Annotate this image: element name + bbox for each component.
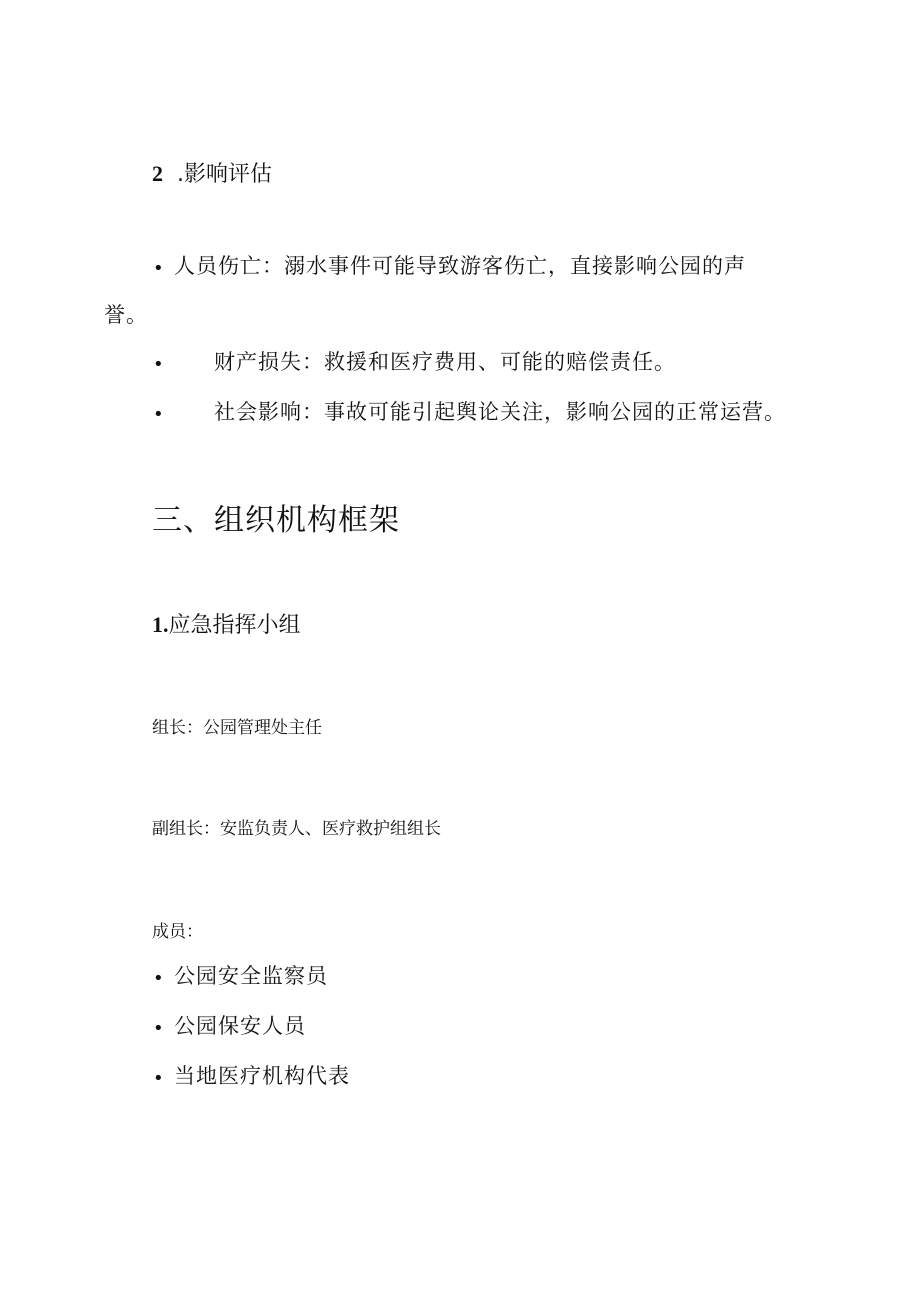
subsection-number: 1. <box>152 612 169 637</box>
section-heading-organization: 三、组织机构框架 <box>152 503 400 538</box>
bullet-icon: • <box>153 1018 164 1039</box>
subsection-title: 应急指挥小组 <box>168 613 301 638</box>
bullet-icon: • <box>153 1068 164 1089</box>
impact-social: 社会影响：事故可能引起舆论关注，影响公园的正常运营。 <box>214 400 786 424</box>
group-leader: 组长：公园管理处主任 <box>152 718 322 738</box>
member-item: 公园安全监察员 <box>174 964 328 988</box>
section-title: .影响评估 <box>177 162 272 187</box>
section-number: 2 <box>152 161 163 186</box>
bullet-icon: • <box>153 968 164 989</box>
section-heading-impact-assessment <box>152 163 272 186</box>
impact-casualties-line2: 誉。 <box>104 303 148 327</box>
deputy-leader: 副组长：安监负责人、医疗救护组组长 <box>152 819 441 839</box>
members-label: 成员： <box>152 922 203 942</box>
impact-property-loss: 财产损失：救援和医疗费用、可能的赔偿责任。 <box>214 350 676 374</box>
subsection-heading-command-group <box>152 614 301 637</box>
bullet-icon: • <box>153 404 164 425</box>
impact-casualties-line1: 人员伤亡：溺水事件可能导致游客伤亡，直接影响公园的声 <box>174 254 746 278</box>
member-item: 公园保安人员 <box>174 1014 306 1038</box>
member-item: 当地医疗机构代表 <box>174 1064 350 1088</box>
bullet-icon: • <box>153 354 164 375</box>
bullet-icon: • <box>153 258 164 279</box>
